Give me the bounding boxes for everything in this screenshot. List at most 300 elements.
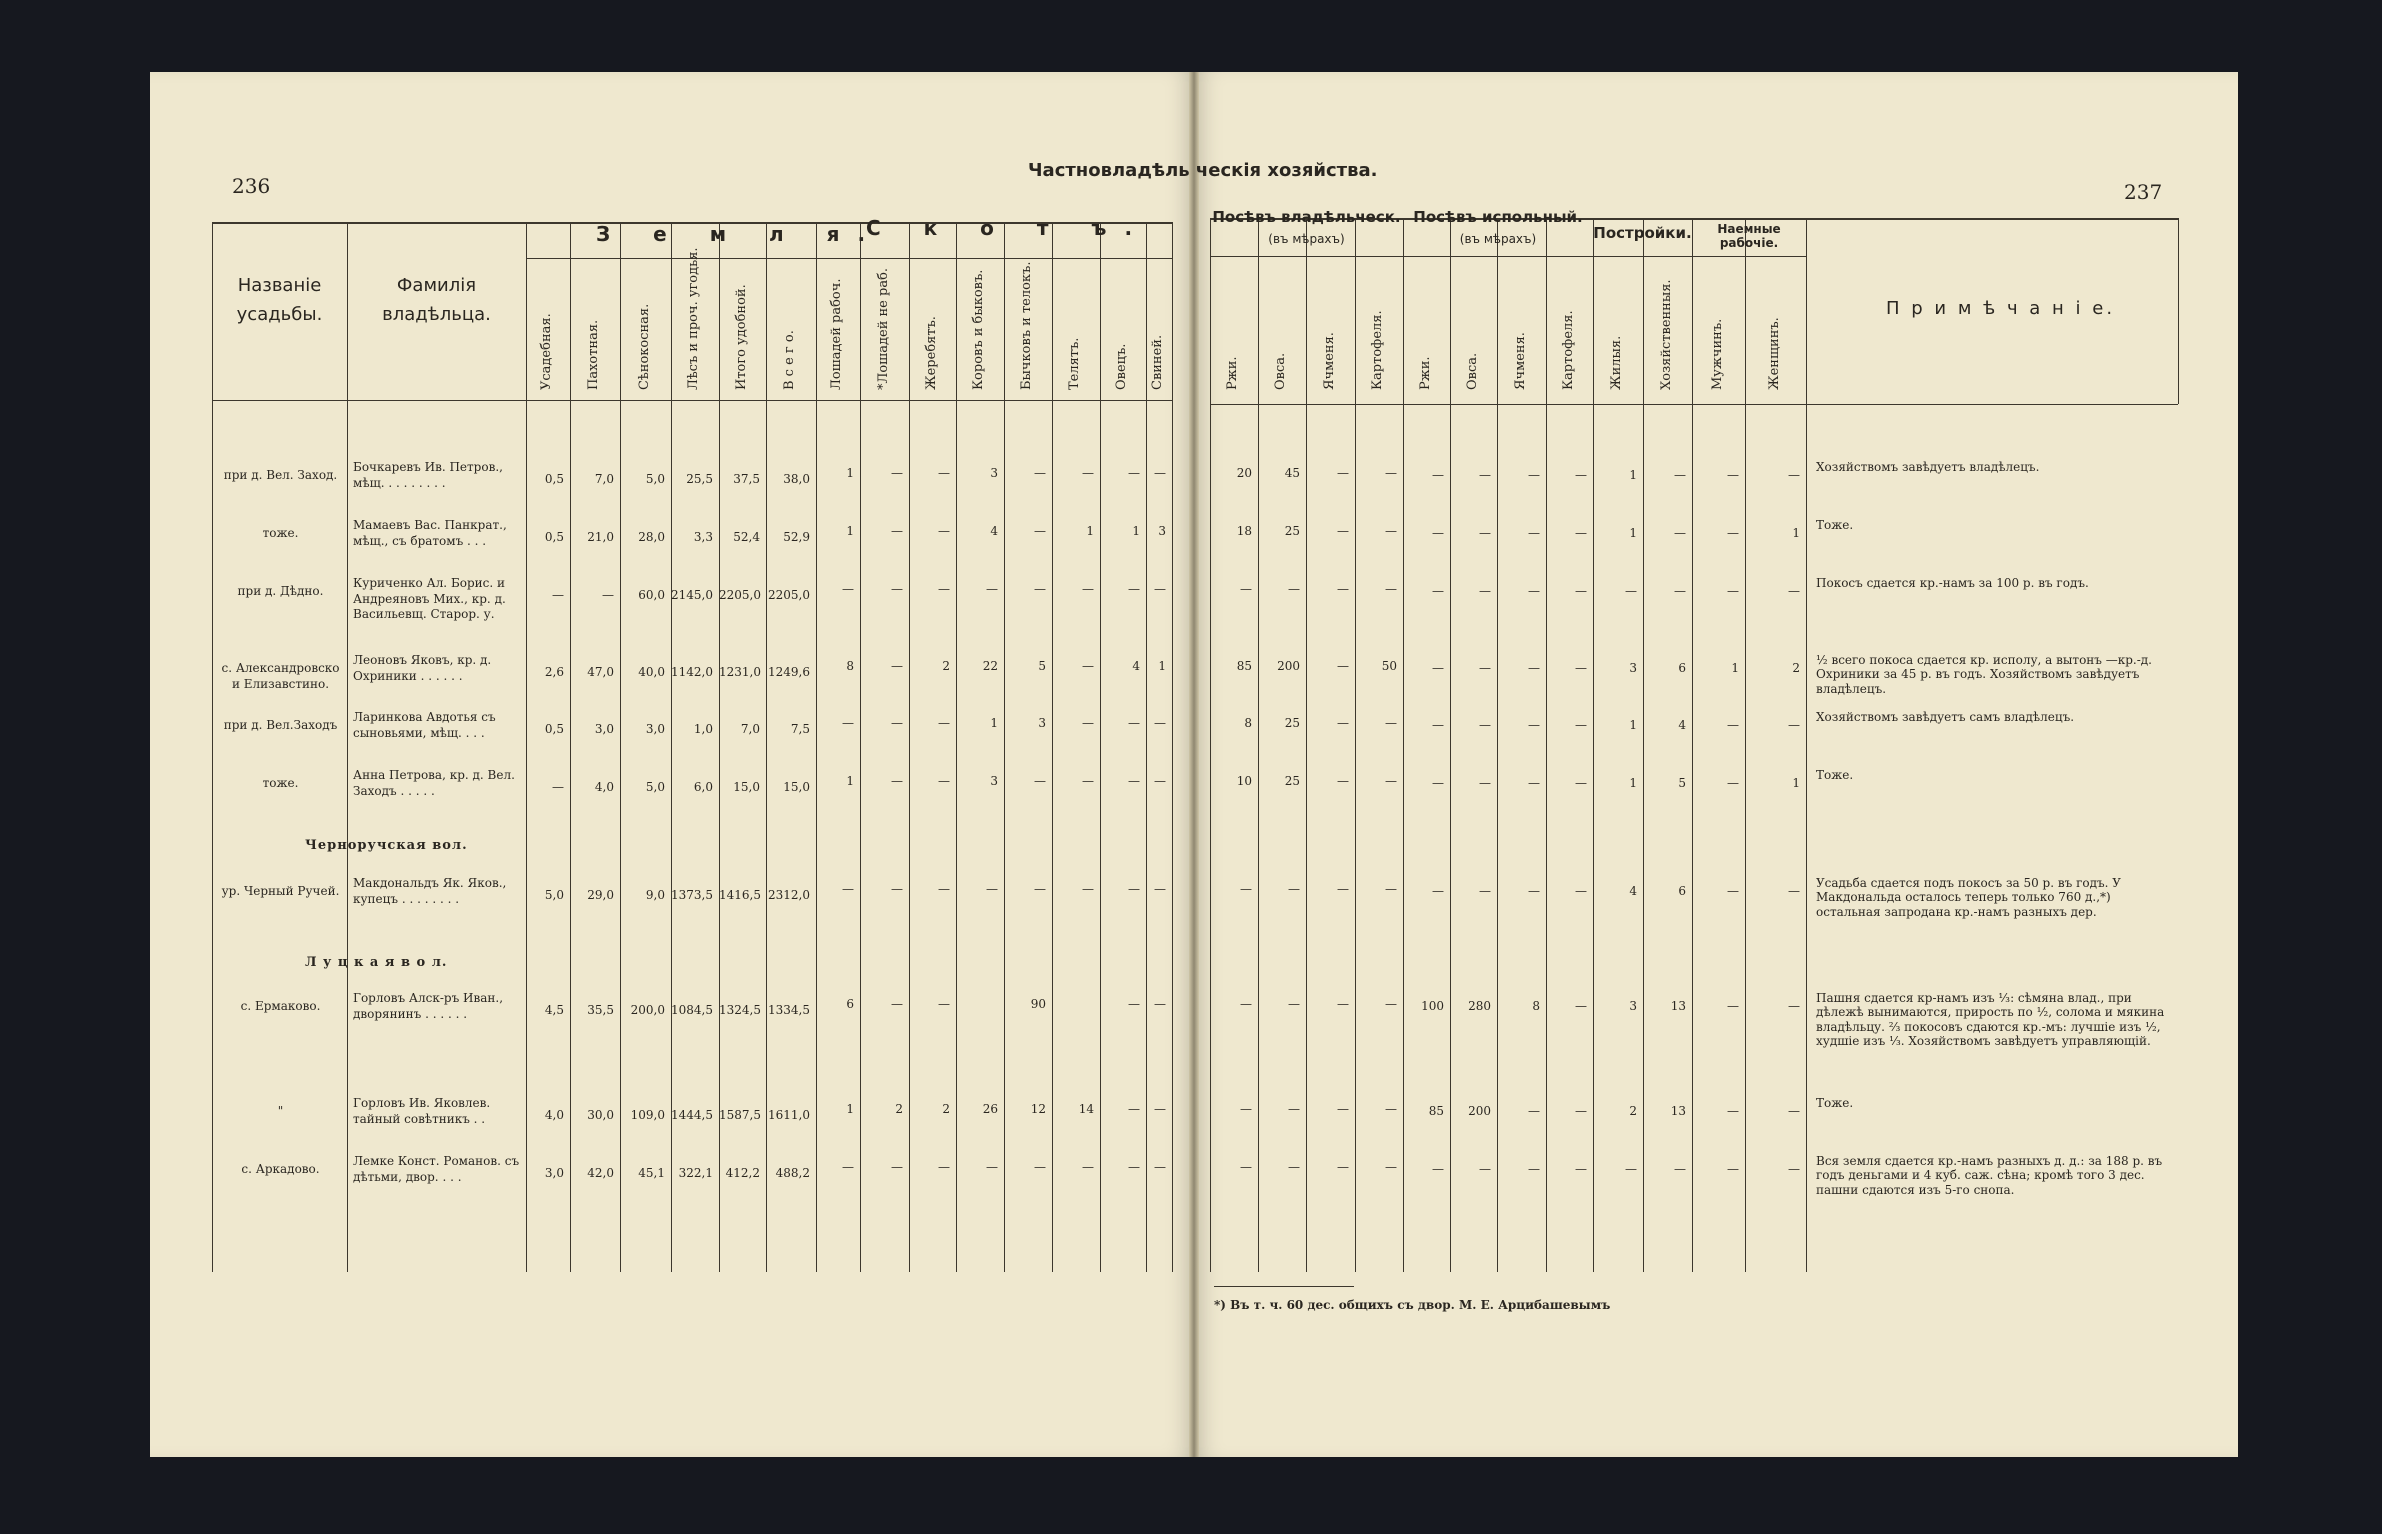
hired-value: — [1727, 526, 1739, 540]
cattle-value: 3 [990, 774, 998, 788]
estate-name: " [277, 1104, 284, 1118]
sowing-owner-value: 25 [1284, 524, 1300, 538]
cattle-value: 3 [1038, 716, 1046, 730]
cattle-value: — [1154, 466, 1166, 480]
sowing-owner-value: — [1337, 716, 1349, 730]
hired-value: 1 [1731, 661, 1739, 675]
cattle-value: — [1034, 1160, 1046, 1174]
estate-name: тоже. [262, 776, 299, 790]
sowing-group-rule [1210, 256, 1806, 257]
sowing-owner-value: — [1288, 882, 1300, 896]
buildings-value: 13 [1670, 1104, 1686, 1118]
cattle-value: — [986, 882, 998, 896]
cattle-value: — [891, 997, 903, 1011]
cattle-group-header: С к о т ъ. [866, 216, 1151, 240]
cattle-value: — [1082, 716, 1094, 730]
cattle-value: 2 [942, 1102, 950, 1116]
cattle-value: — [938, 466, 950, 480]
buildings-value: 5 [1678, 776, 1686, 790]
cattle-value: 1 [1158, 659, 1166, 673]
cattle-column-header: Овецъ. [1114, 343, 1129, 390]
land-value: 0,5 [544, 530, 564, 544]
cattle-group-rule [816, 258, 1172, 259]
land-value: 2145,0 [671, 588, 713, 602]
sowing-owner-value: — [1288, 582, 1300, 596]
land-column-header: Усадебная. [539, 313, 554, 390]
cattle-value: 14 [1078, 1102, 1094, 1116]
land-value: 5,0 [645, 780, 665, 794]
hired-column-header: Мужчинъ. [1709, 318, 1725, 390]
land-value: 47,0 [587, 665, 614, 679]
cattle-value: 4 [990, 524, 998, 538]
land-value: 1587,5 [719, 1108, 761, 1122]
sowing-share-value: 8 [1532, 999, 1540, 1013]
land-value: 322,1 [678, 1166, 713, 1180]
cattle-value: — [1128, 997, 1140, 1011]
section-heading: Черноручская вол. [305, 838, 468, 853]
sowing-owner-value: 20 [1236, 466, 1252, 480]
cattle-value: — [891, 659, 903, 673]
sowing-share-value: — [1575, 718, 1587, 732]
land-value: 4,0 [544, 1108, 564, 1122]
cattle-value: — [986, 582, 998, 596]
cattle-value: — [1034, 774, 1046, 788]
sowing-share-value: — [1528, 1162, 1540, 1176]
cattle-column-header: Лошадей рабоч. [829, 278, 844, 390]
sowing-owner-value: — [1385, 1102, 1397, 1116]
buildings-value: — [1674, 468, 1686, 482]
buildings-value: 1 [1629, 718, 1637, 732]
land-value: 38,0 [783, 472, 810, 486]
sowing-owner-column-header: Овса. [1273, 352, 1288, 390]
sowing-owner-value: — [1337, 1160, 1349, 1174]
land-value: 21,0 [587, 530, 614, 544]
sowing-share-value: — [1479, 661, 1491, 675]
buildings-value: 13 [1670, 999, 1686, 1013]
hired-value: — [1788, 884, 1800, 898]
land-value: 1231,0 [719, 665, 761, 679]
row-note: Пашня сдается кр-намъ изъ ⅓: сѣмяна влад., при дѣлежѣ вынимаются, прирость по ½, солома и мякина владѣльцу. ⅔ покосовъ сдаются кр.-мъ: лучшіе изъ ½, худшіе изъ ⅓. Хозяйствомъ завѣдуетъ управляющій. [1816, 991, 2165, 1049]
sowing-owner-value: — [1288, 997, 1300, 1011]
sowing-share-value: — [1528, 661, 1540, 675]
land-column-header: Итого удобной. [733, 284, 749, 390]
cattle-value: — [1154, 882, 1166, 896]
sowing-owner-value: — [1385, 774, 1397, 788]
land-value: 1324,5 [719, 1003, 761, 1017]
sowing-owner-value: 85 [1236, 659, 1252, 673]
cattle-value: — [891, 882, 903, 896]
sowing-share-value: — [1575, 1162, 1587, 1176]
sowing-owner-value: 25 [1284, 774, 1300, 788]
sowing-owner-value: 8 [1244, 716, 1252, 730]
sowing-owner-value: 45 [1284, 466, 1300, 480]
land-value: 1142,0 [671, 665, 713, 679]
hired-value: — [1727, 1162, 1739, 1176]
sowing-share-value: — [1528, 718, 1540, 732]
cattle-value: — [1034, 466, 1046, 480]
sowing-share-value: — [1575, 884, 1587, 898]
row-note: Хозяйствомъ завѣдуетъ владѣлецъ. [1816, 460, 2040, 474]
row-note: Покосъ сдается кр.-намъ за 100 р. въ годъ. [1816, 576, 2089, 590]
estate-name: при д. Вел. Заход. [223, 468, 338, 482]
cattle-value: 1 [1132, 524, 1140, 538]
buildings-value: 1 [1629, 526, 1637, 540]
cattle-column-header: *Лошадей не раб. [875, 267, 891, 390]
buildings-value: 2 [1629, 1104, 1637, 1118]
land-value: 0,5 [544, 472, 564, 486]
cattle-value: — [1034, 524, 1046, 538]
cattle-value: — [1128, 582, 1140, 596]
sowing-owner-value: — [1385, 524, 1397, 538]
land-value: 60,0 [638, 588, 665, 602]
owner-name: Макдональдъ Як. Яков., купецъ . . . . . . . . [353, 876, 507, 906]
cattle-value: — [842, 1160, 854, 1174]
cattle-column-header: Бычковъ и телокъ. [1019, 261, 1034, 390]
buildings-value: — [1625, 584, 1637, 598]
sowing-share-value: 85 [1428, 1104, 1444, 1118]
land-value: 40,0 [638, 665, 665, 679]
land-value: 6,0 [693, 780, 713, 794]
cattle-value: 5 [1038, 659, 1046, 673]
sowing-share-value: 200 [1468, 1104, 1491, 1118]
hired-column-header: Женщинъ. [1766, 317, 1782, 390]
cattle-value: — [1128, 774, 1140, 788]
sowing-share-value: — [1575, 468, 1587, 482]
cattle-value: 3 [990, 466, 998, 480]
cattle-value: — [938, 882, 950, 896]
land-value: 35,5 [587, 1003, 614, 1017]
buildings-value: — [1674, 526, 1686, 540]
buildings-value: 6 [1678, 884, 1686, 898]
owner-name: Анна Петрова, кр. д. Вел. Заходъ . . . . . [353, 768, 515, 798]
sowing-share-value: — [1575, 1104, 1587, 1118]
sowing-owner-value: — [1385, 466, 1397, 480]
land-value: 28,0 [638, 530, 665, 544]
land-value: 7,0 [740, 722, 760, 736]
cattle-value: — [1128, 882, 1140, 896]
buildings-value: 1 [1629, 468, 1637, 482]
sowing-share-value: — [1575, 661, 1587, 675]
sowing-share-value: — [1432, 584, 1444, 598]
cattle-value: — [1128, 1102, 1140, 1116]
column-rule [347, 222, 348, 1272]
estate-name: при д. Вел.Заходъ [223, 718, 338, 732]
owner-name: Мамаевъ Вас. Панкрат., мѣщ., съ братомъ . . . [353, 518, 507, 548]
sowing-owner-value: — [1240, 1102, 1252, 1116]
buildings-value: 6 [1678, 661, 1686, 675]
sowing-owner-value: 50 [1381, 659, 1397, 673]
cattle-value: — [1154, 582, 1166, 596]
sowing-owner-value: — [1385, 1160, 1397, 1174]
sowing-share-column-header: Ржи. [1417, 356, 1433, 390]
sowing-owner-column-header: Ржи. [1225, 356, 1240, 390]
sowing-share-value: — [1432, 718, 1444, 732]
footnote: *) Въ т. ч. 60 дес. общихъ съ двор. М. Е. Арцибашевымъ [1214, 1298, 1611, 1312]
sowing-owner-column-header: Ячменя. [1321, 332, 1337, 390]
hired-value: — [1727, 776, 1739, 790]
sowing-owner-subheader: (въ мѣрахъ) [1268, 232, 1345, 246]
cattle-value: 1 [846, 1102, 854, 1116]
land-value: 7,0 [594, 472, 614, 486]
sowing-owner-value: — [1337, 582, 1349, 596]
land-value: 5,0 [645, 472, 665, 486]
land-value: 5,0 [544, 888, 564, 902]
owner-name: Куриченко Ал. Борис. и Андреяновъ Мих., кр. д. Васильевщ. Старор. у. [353, 576, 506, 622]
left-page-number: 236 [232, 174, 271, 198]
cattle-value: — [938, 716, 950, 730]
cattle-value: — [938, 582, 950, 596]
row-note: Тоже. [1816, 518, 1854, 532]
buildings-value: 3 [1629, 661, 1637, 675]
row-note: Хозяйствомъ завѣдуетъ самъ владѣлецъ. [1816, 710, 2075, 724]
notes-header: П р и м ѣ ч а н і е. [1886, 298, 2116, 319]
owner-name: Горловъ Алск-ръ Иван., дворянинъ . . . . . . [353, 991, 504, 1021]
sowing-share-value: — [1432, 884, 1444, 898]
sowing-share-value: — [1479, 776, 1491, 790]
sowing-owner-value: — [1240, 882, 1252, 896]
land-value: 3,0 [544, 1166, 564, 1180]
sowing-share-column-header: Ячменя. [1512, 332, 1528, 390]
cattle-column-header: Коровъ и быковъ. [971, 269, 986, 390]
cattle-value: — [1082, 582, 1094, 596]
cattle-value: — [1128, 716, 1140, 730]
land-group-rule [526, 258, 816, 259]
cattle-value: — [938, 997, 950, 1011]
cattle-value: — [1154, 716, 1166, 730]
land-value: 1,0 [693, 722, 713, 736]
buildings-value: — [1625, 1162, 1637, 1176]
sowing-share-value: — [1479, 584, 1491, 598]
hired-value: — [1788, 468, 1800, 482]
sowing-owner-value: — [1337, 774, 1349, 788]
land-value: 109,0 [630, 1108, 665, 1122]
sowing-share-value: — [1575, 526, 1587, 540]
sowing-share-value: — [1479, 526, 1491, 540]
cattle-value: — [891, 1160, 903, 1174]
buildings-value: 4 [1629, 884, 1637, 898]
buildings-column-header: Хозяйственныя. [1658, 279, 1674, 390]
estate-name: с. Аркадово. [241, 1162, 320, 1176]
sowing-owner-value: — [1337, 466, 1349, 480]
cattle-value: — [842, 582, 854, 596]
footnote-rule [1214, 1286, 1354, 1287]
cattle-column-header: Свиней. [1150, 334, 1165, 390]
buildings-column-header: Жилыя. [1609, 335, 1624, 390]
land-value: 9,0 [645, 888, 665, 902]
hired-value: 1 [1792, 526, 1800, 540]
land-value: 15,0 [733, 780, 760, 794]
buildings-header: Постройки. [1593, 224, 1692, 242]
cattle-value: 1 [990, 716, 998, 730]
land-value: 42,0 [587, 1166, 614, 1180]
owner-name: Леоновъ Яковъ, кр. д. Охриники . . . . . . [353, 653, 492, 683]
row-note: Тоже. [1816, 768, 1854, 782]
hired-value: 1 [1792, 776, 1800, 790]
owner-column-header: Фамилія владѣльца. [382, 275, 491, 325]
sowing-owner-value: — [1385, 997, 1397, 1011]
cattle-value: — [938, 774, 950, 788]
cattle-value: 26 [982, 1102, 998, 1116]
sowing-share-subheader: (въ мѣрахъ) [1459, 232, 1537, 246]
owner-name: Бочкаревъ Ив. Петров., мѣщ. . . . . . . . . [353, 460, 503, 490]
sowing-share-value: — [1479, 1162, 1491, 1176]
cattle-value: — [891, 774, 903, 788]
land-value: 4,0 [594, 780, 614, 794]
cattle-value: — [842, 882, 854, 896]
owner-name: Горловъ Ив. Яковлев. тайный совѣтникъ . . [353, 1096, 491, 1126]
owner-name: Ларинкова Авдотья съ сыновьями, мѣщ. . . . [353, 710, 496, 740]
sowing-share-header: Посѣвъ испольный. [1413, 208, 1583, 226]
hired-value: — [1788, 584, 1800, 598]
estate-column-header: Названіе усадьбы. [236, 275, 323, 325]
hired-value: — [1727, 468, 1739, 482]
column-rule [212, 222, 213, 1272]
sowing-owner-value: — [1337, 1102, 1349, 1116]
sowing-owner-value: 200 [1277, 659, 1300, 673]
sowing-owner-value: — [1240, 997, 1252, 1011]
row-note: Вся земля сдается кр.-намъ разныхъ д. д.: за 188 р. въ годъ деньгами и 4 куб. саж. сѣна; кромѣ того 3 дес. пашни сдаются изъ 5-го снопа. [1816, 1154, 2163, 1197]
land-column-header: В с е г о. [782, 330, 797, 390]
estate-name: тоже. [262, 526, 299, 540]
estate-name: с. Александровско и Елизавстино. [221, 661, 340, 691]
cattle-value: 1 [1086, 524, 1094, 538]
land-value: 3,0 [645, 722, 665, 736]
row-note: ½ всего покоса сдается кр. исполу, а вытонъ —кр.-д. Охриники за 45 р. въ годъ. Хозяйствомъ завѣдуетъ владѣлецъ. [1816, 653, 2152, 696]
cattle-value: — [891, 524, 903, 538]
land-value: 1444,5 [671, 1108, 713, 1122]
sowing-owner-value: — [1337, 524, 1349, 538]
cattle-value: 1 [846, 524, 854, 538]
land-value: 1084,5 [671, 1003, 713, 1017]
row-note: Усадьба сдается подъ покосъ за 50 р. въ годъ. У Макдональда осталось теперь только 760 д.,*) остальная запродана кр.-намъ разныхъ дер. [1816, 876, 2121, 919]
column-rule [2178, 218, 2179, 404]
hired-header: Наемные рабочіе. [1717, 222, 1781, 251]
row-note: Тоже. [1816, 1096, 1854, 1110]
sowing-owner-header: Посѣвъ владѣльческ. [1212, 208, 1401, 226]
sowing-share-value: — [1575, 776, 1587, 790]
sowing-owner-value: — [1240, 582, 1252, 596]
cattle-value: — [938, 524, 950, 538]
land-value: 7,5 [790, 722, 810, 736]
sowing-share-value: — [1432, 661, 1444, 675]
cattle-value: — [891, 466, 903, 480]
cattle-value: — [1082, 659, 1094, 673]
cattle-value: 22 [982, 659, 998, 673]
cattle-value: 90 [1030, 997, 1046, 1011]
sowing-share-value: — [1432, 1162, 1444, 1176]
cattle-value: 6 [846, 997, 854, 1011]
land-value: 52,4 [733, 530, 760, 544]
cattle-value: — [1154, 774, 1166, 788]
buildings-value: 3 [1629, 999, 1637, 1013]
sowing-owner-value: — [1288, 1160, 1300, 1174]
land-value: — [552, 588, 564, 602]
sowing-share-value: — [1528, 468, 1540, 482]
sowing-share-value: — [1528, 884, 1540, 898]
land-value: 1249,6 [768, 665, 810, 679]
land-value: 2312,0 [768, 888, 810, 902]
cattle-value: — [891, 716, 903, 730]
land-value: 29,0 [587, 888, 614, 902]
cattle-value: 1 [846, 774, 854, 788]
hired-value: — [1727, 884, 1739, 898]
land-value: 488,2 [775, 1166, 810, 1180]
land-value: — [602, 588, 614, 602]
land-value: 1611,0 [768, 1108, 810, 1122]
sowing-share-value: — [1479, 884, 1491, 898]
sowing-owner-value: — [1337, 659, 1349, 673]
land-column-header: Сѣнокосная. [636, 303, 652, 390]
land-value: 37,5 [733, 472, 760, 486]
estate-name: ур. Черный Ручей. [221, 884, 340, 898]
cattle-value: — [1082, 774, 1094, 788]
land-value: 2,6 [544, 665, 564, 679]
sowing-owner-column-header: Картофеля. [1370, 310, 1385, 390]
hired-value: — [1788, 718, 1800, 732]
land-column-header: Пахотная. [586, 319, 601, 390]
cattle-value: — [986, 1160, 998, 1174]
sowing-share-value: — [1575, 584, 1587, 598]
book-gutter [1189, 72, 1199, 1457]
cattle-value: — [891, 582, 903, 596]
cattle-value: 1 [846, 466, 854, 480]
sowing-share-value: 100 [1421, 999, 1444, 1013]
sowing-share-value: — [1432, 526, 1444, 540]
land-value: 52,9 [783, 530, 810, 544]
sowing-owner-value: 18 [1236, 524, 1252, 538]
right-page-number: 237 [2124, 180, 2163, 204]
land-value: 2205,0 [768, 588, 810, 602]
cattle-value: 2 [895, 1102, 903, 1116]
cattle-value: 2 [942, 659, 950, 673]
sowing-share-value: — [1528, 584, 1540, 598]
cattle-value: — [1154, 1102, 1166, 1116]
land-value: 3,0 [594, 722, 614, 736]
cattle-value: — [938, 1160, 950, 1174]
land-value: 45,1 [638, 1166, 665, 1180]
hired-value: — [1727, 718, 1739, 732]
running-title: Частновладѣль ческія хозяйства. [1028, 160, 1378, 181]
land-value: 1373,5 [671, 888, 713, 902]
sowing-share-value: — [1528, 1104, 1540, 1118]
sowing-owner-value: — [1385, 716, 1397, 730]
section-heading: Л у ц к а я в о л. [305, 955, 448, 970]
buildings-value: — [1674, 584, 1686, 598]
estate-name: при д. Дѣдно. [237, 584, 324, 598]
hired-value: — [1788, 1104, 1800, 1118]
sowing-share-value: — [1432, 468, 1444, 482]
sowing-owner-value: — [1337, 882, 1349, 896]
sowing-owner-value: — [1385, 582, 1397, 596]
hired-value: — [1727, 1104, 1739, 1118]
header-bottom-rule [212, 400, 1172, 401]
hired-value: — [1788, 999, 1800, 1013]
land-value: — [552, 780, 564, 794]
cattle-value: 8 [846, 659, 854, 673]
cattle-value: — [1154, 1160, 1166, 1174]
land-value: 4,5 [544, 1003, 564, 1017]
land-value: 30,0 [587, 1108, 614, 1122]
hired-value: 2 [1792, 661, 1800, 675]
land-value: 412,2 [725, 1166, 760, 1180]
cattle-value: — [1128, 1160, 1140, 1174]
hired-value: — [1727, 999, 1739, 1013]
land-value: 1334,5 [768, 1003, 810, 1017]
estate-name: с. Ермаково. [240, 999, 321, 1013]
sowing-owner-value: — [1385, 882, 1397, 896]
land-column-header: Лѣсъ и проч. угодья. [686, 247, 701, 390]
buildings-value: — [1674, 1162, 1686, 1176]
